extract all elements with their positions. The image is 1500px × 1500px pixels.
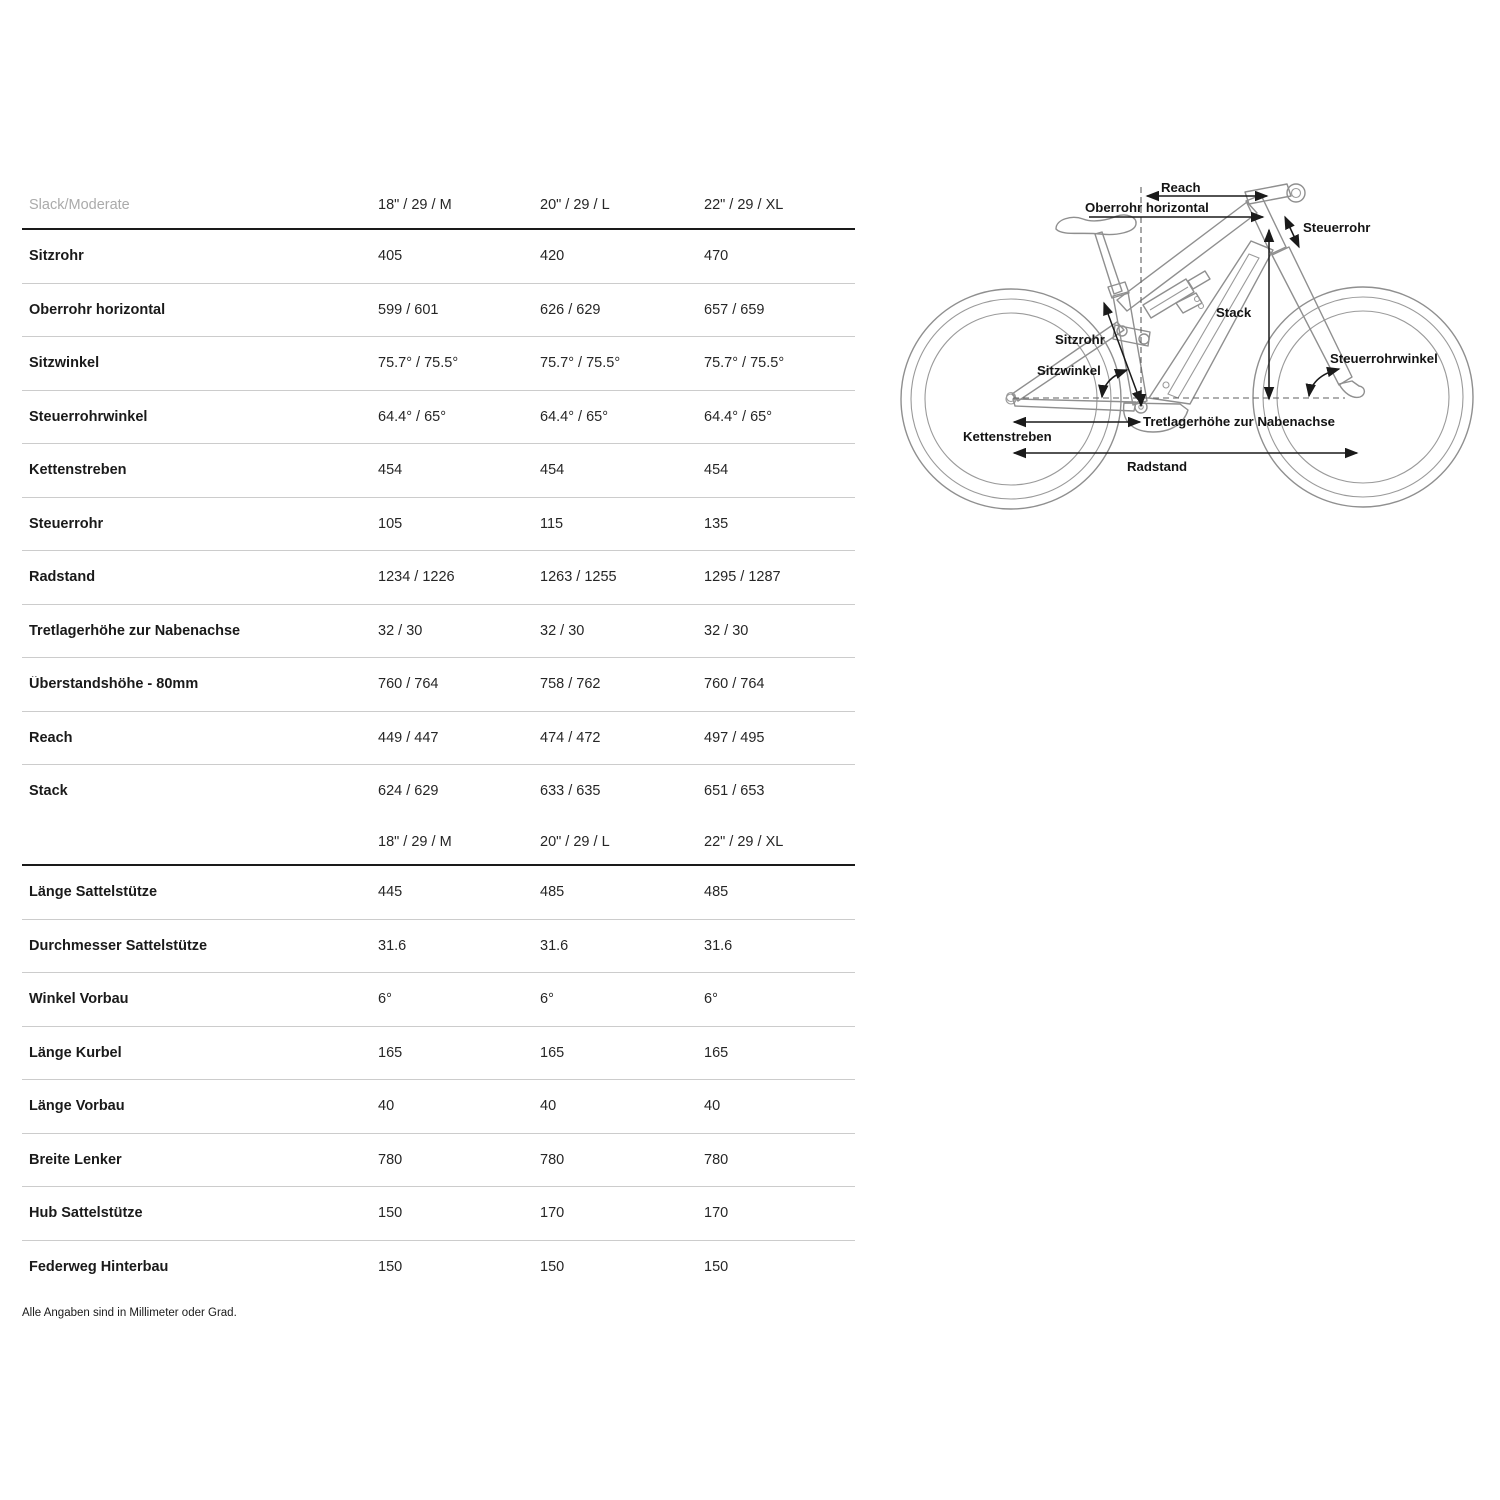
row-value: 657 / 659 [704,301,765,318]
column-header-size-m: 18" / 29 / M [378,834,452,850]
row-value: 75.7° / 75.5° [704,355,785,372]
geometry-table-components [22,806,855,1293]
table-body [22,866,855,1293]
row-value: 170 [540,1205,565,1222]
row-value: 633 / 635 [540,783,601,800]
table-row [22,550,855,604]
rear-wheel-icon [901,289,1121,509]
row-value: 1234 / 1226 [378,569,455,586]
headtube-arrow [1285,217,1299,247]
row-value: 651 / 653 [704,783,765,800]
row-value: 32 / 30 [704,622,749,639]
row-value: 64.4° / 65° [540,408,609,425]
row-value: 150 [704,1258,729,1275]
table-row [22,443,855,497]
table-header-row [22,806,855,866]
row-value: 64.4° / 65° [378,408,447,425]
table-row [22,1240,855,1294]
row-label: Stack [29,783,68,800]
row-label: Sitzwinkel [29,355,100,372]
row-label: Reach [29,729,73,746]
table-row [22,336,855,390]
row-value: 150 [378,1258,403,1275]
row-value: 780 [378,1151,403,1168]
row-label: Länge Kurbel [29,1044,122,1061]
row-value: 75.7° / 75.5° [378,355,459,372]
toptube-label: Oberrohr horizontal [1085,200,1209,215]
row-value: 1263 / 1255 [540,569,617,586]
row-label: Überstandshöhe - 80mm [29,676,199,693]
seat-angle-arc-arrow [1102,370,1127,397]
row-value: 150 [540,1258,565,1275]
row-value: 64.4° / 65° [704,408,773,425]
row-value: 474 / 472 [540,729,601,746]
row-value: 405 [378,248,403,265]
row-value: 760 / 764 [704,676,765,693]
row-value: 32 / 30 [378,622,423,639]
wheelbase-label: Radstand [1127,459,1188,474]
table-row [22,604,855,658]
row-value: 420 [540,248,565,265]
row-value: 40 [540,1098,557,1115]
table-variant-label: Slack/Moderate [29,197,130,213]
row-value: 31.6 [704,937,733,954]
table-row [22,972,855,1026]
row-label: Sitzrohr [29,248,84,265]
row-value: 758 / 762 [540,676,601,693]
table-row [22,230,855,283]
table-row [22,919,855,973]
column-header-size-xl: 22" / 29 / XL [704,197,784,213]
bike-geometry-diagram [890,158,1500,530]
row-value: 780 [704,1151,729,1168]
row-value: 760 / 764 [378,676,439,693]
table-row [22,390,855,444]
table-row [22,1133,855,1187]
head-angle-label: Steuerrohrwinkel [1330,351,1438,366]
row-value: 497 / 495 [704,729,765,746]
table-header-row [22,182,855,230]
row-label: Durchmesser Sattelstütze [29,937,208,954]
row-value: 115 [540,515,564,532]
row-label: Radstand [29,569,96,586]
row-value: 31.6 [378,937,407,954]
column-header-size-m: 18" / 29 / M [378,197,452,213]
row-value: 105 [378,515,403,532]
column-header-size-xl: 22" / 29 / XL [704,834,784,850]
front-wheel-icon [1253,287,1473,507]
seattube-label: Sitzrohr [1055,332,1105,347]
row-value: 599 / 601 [378,301,439,318]
reach-label: Reach [1161,180,1201,195]
row-value: 485 [540,884,565,901]
row-value: 75.7° / 75.5° [540,355,621,372]
table-row [22,1026,855,1080]
row-label: Federweg Hinterbau [29,1258,169,1275]
row-value: 6° [540,991,554,1008]
row-value: 1295 / 1287 [704,569,781,586]
row-value: 170 [704,1205,729,1222]
head-angle-arc-arrow [1309,369,1339,396]
table-row [22,657,855,711]
table-row [22,866,855,919]
chainstay-label: Kettenstreben [963,429,1052,444]
table-body [22,230,855,818]
row-value: 165 [540,1044,565,1061]
row-value: 165 [704,1044,729,1061]
stack-label: Stack [1216,305,1252,320]
bb-drop-label: Tretlagerhöhe zur Nabenachse [1143,414,1336,429]
row-value: 135 [704,515,729,532]
table-row [22,497,855,551]
row-value: 6° [704,991,718,1008]
row-value: 449 / 447 [378,729,439,746]
units-note: Alle Angaben sind in Millimeter oder Grad. [22,1307,237,1319]
row-value: 780 [540,1151,565,1168]
table-row [22,1079,855,1133]
row-label: Steuerrohr [29,515,104,532]
column-header-size-l: 20" / 29 / L [540,197,610,213]
row-value: 165 [378,1044,403,1061]
geometry-table-frame [22,182,855,818]
table-row [22,1186,855,1240]
row-label: Länge Vorbau [29,1098,125,1115]
row-label: Winkel Vorbau [29,991,129,1008]
row-value: 6° [378,991,392,1008]
seat-angle-label: Sitzwinkel [1037,363,1101,378]
row-value: 624 / 629 [378,783,439,800]
row-value: 470 [704,248,729,265]
row-value: 40 [704,1098,721,1115]
row-value: 150 [378,1205,403,1222]
table-row [22,283,855,337]
row-label: Kettenstreben [29,462,127,479]
seattube-arrow [1104,303,1141,403]
row-value: 454 [378,462,403,479]
row-label: Steuerrohrwinkel [29,408,148,425]
row-value: 32 / 30 [540,622,585,639]
row-label: Länge Sattelstütze [29,884,158,901]
row-label: Oberrohr horizontal [29,301,166,318]
row-value: 40 [378,1098,395,1115]
row-label: Tretlagerhöhe zur Nabenachse [29,622,241,639]
row-label: Hub Sattelstütze [29,1205,143,1222]
row-label: Breite Lenker [29,1151,122,1168]
table-row [22,711,855,765]
row-value: 485 [704,884,729,901]
row-value: 31.6 [540,937,569,954]
row-value: 454 [540,462,565,479]
row-value: 454 [704,462,729,479]
row-value: 445 [378,884,403,901]
row-value: 626 / 629 [540,301,601,318]
column-header-size-l: 20" / 29 / L [540,834,610,850]
headtube-label: Steuerrohr [1303,220,1371,235]
